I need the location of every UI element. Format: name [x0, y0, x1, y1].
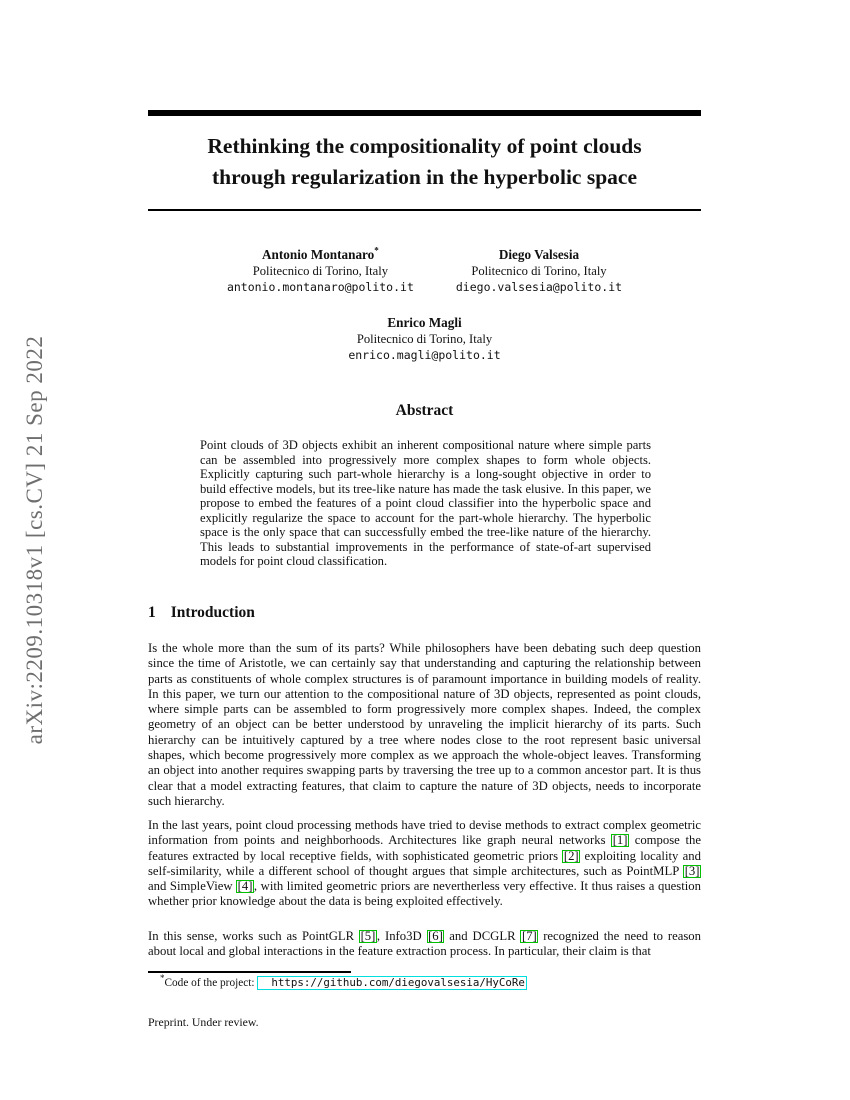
footnote-marker: *	[160, 973, 165, 984]
author-affiliation: Politecnico di Torino, Italy	[252, 264, 389, 278]
authors-row-2	[148, 315, 701, 363]
arxiv-sidebar-banner: arXiv:2209.10318v1 [cs.CV] 21 Sep 2022	[22, 335, 47, 745]
section-number: 1	[148, 604, 156, 621]
footnote-label: Code of the project:	[164, 977, 258, 989]
intro-paragraph-3: In this sense, works such as PointGLR [5] , Info3D [6] and DCGLR [7] recognized the need to reason about local and global interactions in the feature extraction process. In particular, their claim is that	[148, 929, 701, 959]
author-email: diego.valsesia@polito.it	[455, 280, 623, 294]
intro-paragraph-1: Is the whole more than the sum of its parts? While philosophers have been debating such deep question since the time of Aristotle, we can certainly say that understanding and capturing the relationship between parts as constituents of whole complex structures is of paramount importance in building models of reality. In this paper, we turn our attention to the compositional nature of 3D objects, represented as point clouds, where simple parts can be assembled to form progressively more complex shapes. Indeed, the complex geometry of an object can be better understood by unraveling the implicit hierarchy of its parts. Such hierarchy can be intuitively captured by a tree where nodes close to the root represent basic universal shapes, which become progressively more complex as we approach the whole-object leaves. Transforming an object into another requires swapping parts by traversing the tree up to a common ancestor part. It is thus clear that a model extracting features, that claim to capture the nature of 3D objects, needs to incorporate such hierarchy.	[148, 641, 701, 808]
code-footnote	[148, 973, 701, 991]
paper-title-line1: Rethinking the compositionality of point clouds	[207, 134, 642, 158]
title-bottom-rule	[148, 209, 701, 211]
author-name: Antonio Montanaro*	[262, 245, 379, 262]
title-top-rule	[148, 110, 701, 116]
citation-link[interactable]: [1]	[612, 833, 628, 848]
project-url-link[interactable]: https://github.com/diegovalsesia/HyCoRe	[257, 976, 527, 990]
paper-title	[148, 131, 701, 193]
author-email: enrico.magli@polito.it	[348, 348, 501, 362]
citation-link[interactable]: [4]	[237, 879, 253, 894]
citation-link[interactable]: [6]	[428, 929, 443, 943]
intro-paragraph-2: In the last years, point cloud processing methods have tried to devise methods to extract complex geometric information from points and neighborhoods. Architectures like graph neural networks [1] compose the features extracted by local receptive fields, with sophisticated geometric priors [2] exploiting locality and self-similarity, while a different school of thought argues that simple architectures, such as PointMLP [3] and SimpleView [4] , with limited geometric priors are nevertherless very effective. It thus raises a question whether prior knowledge about the data is being exploited effectively.	[148, 818, 701, 909]
author-antonio-montanaro	[227, 247, 414, 295]
author-affiliation: Politecnico di Torino, Italy	[356, 332, 493, 346]
citation-link[interactable]: [5]	[360, 929, 376, 943]
author-diego-valsesia	[456, 247, 622, 295]
author-enrico-magli	[348, 315, 500, 363]
citation-link[interactable]: [7]	[521, 929, 537, 943]
footnote-rule	[148, 971, 351, 973]
section-title: Introduction	[170, 604, 255, 621]
abstract-text: Point clouds of 3D objects exhibit an inherent compositional nature where simple parts can be assembled into progressively more complex shapes to form whole objects. Explicitly capturing such part-whole hierarchy is a long-sought objective in order to build effective models, but its tree-like nature has made the task elusive. In this paper, we propose to embed the features of a point cloud classifier into the hyperbolic space and explicitly regularize the space to account for the part-whole hierarchy. The hyperbolic space is the only space that can successfully embed the tree-like nature of the hierarchy. This leads to substantial improvements in the performance of state-of-art supervised models for point cloud classification.	[200, 438, 651, 568]
preprint-notice: Preprint. Under review.	[148, 1015, 259, 1029]
author-name: Diego Valsesia	[498, 247, 580, 262]
section-heading-introduction	[148, 604, 701, 622]
citation-link[interactable]: [3]	[684, 863, 700, 878]
author-email: antonio.montanaro@polito.it	[226, 280, 414, 294]
author-name: Enrico Magli	[387, 315, 462, 330]
paper-title-line2: through regularization in the hyperbolic space	[211, 165, 638, 189]
authors-row-1	[148, 247, 701, 295]
footnote-marker: *	[374, 245, 379, 256]
author-affiliation: Politecnico di Torino, Italy	[471, 264, 607, 278]
abstract-heading: Abstract	[395, 402, 454, 419]
citation-link[interactable]: [2]	[563, 848, 579, 863]
